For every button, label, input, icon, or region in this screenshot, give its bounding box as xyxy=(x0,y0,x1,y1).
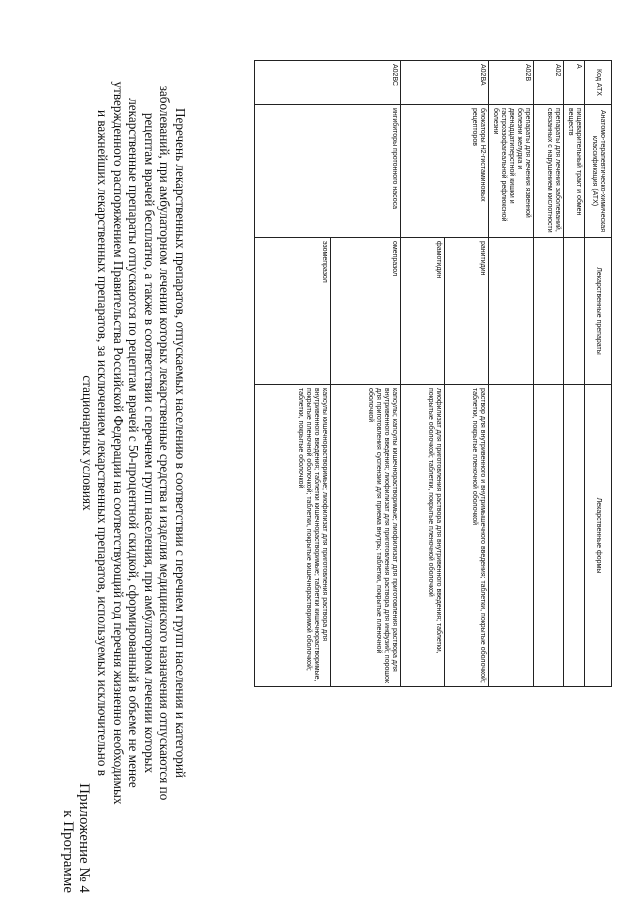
header-form: Лекарственные формы xyxy=(585,385,612,687)
atc-cell: ингибиторы протонного насоса xyxy=(255,105,401,238)
drug-cell xyxy=(534,238,564,385)
document-heading: Перечень лекарственных препаратов, отпускаемых населению в соответствии с перечнем групп населения и категорий заболеваний, при амбулаторном лечении которых лекарственные средства и изделия медицинского назначения отпускаются по рецептам врачей бесплатно, а также в соответствии с перечнем групп населения, при амбулаторном лечении которых лекарственные препараты отпускаются по рецептам врачей с 50-процентной скидкой, сформированный в объеме не менее утвержденного распоряжением Правительства Российской Федерации на соответствующий год перечня жизненно необходимых и важнейших лекарственных препаратов, за исключением лекарственных препаратов, используемых исключительно в стационарных условиях xyxy=(80,81,188,805)
header-code: Код АТХ xyxy=(585,61,612,105)
header-atc: Анатомо-терапевтическо-химическая классификация (АТХ) xyxy=(585,105,612,238)
drug-table xyxy=(254,60,612,687)
code-cell: А02ВС xyxy=(255,61,401,105)
appendix-program: к Программе xyxy=(60,810,76,893)
atc-cell: блокаторы Н2-гистаминовых рецепторов xyxy=(401,105,489,238)
drug-cell: фамотидин xyxy=(401,238,445,385)
form-cell: раствор для внутривенного и внутримышечного введения; таблетки, покрытые оболочкой; таблетки, покрытые пленочной оболочкой xyxy=(445,385,489,687)
code-cell: А02ВА xyxy=(401,61,489,105)
form-cell: лиофилизат для приготовления раствора для внутривенного введения; таблетки, покрытые оболочкой; таблетки, покрытые пленочной оболочкой xyxy=(401,385,445,687)
table-row xyxy=(445,61,489,687)
form-cell xyxy=(489,385,534,687)
atc-cell: препараты для лечения язвенной болезни желудка и двенадцатиперстной кишки и гастроэзофагеальной рефлюксной болезни xyxy=(489,105,534,238)
drug-cell: омепразол xyxy=(331,238,401,385)
form-cell: капсулы; капсулы кишечнорастворимые; лиофилизат для приготовления раствора для внутривенного введения; лиофилизат для приготовления раствора для инфузий; порошок для приготовления суспензии для приема внутрь; таблетки, покрытые пленочной оболочкой xyxy=(331,385,401,687)
form-cell xyxy=(534,385,564,687)
drug-cell xyxy=(489,238,534,385)
table-row xyxy=(534,61,564,687)
table-header-row xyxy=(585,61,612,687)
code-cell: А02В xyxy=(489,61,534,105)
table-row xyxy=(331,61,401,687)
code-cell: А xyxy=(564,61,585,105)
drug-cell xyxy=(564,238,585,385)
form-cell xyxy=(564,385,585,687)
table-row xyxy=(564,61,585,687)
atc-cell: препараты для лечения заболеваний, связанных с нарушением кислотности xyxy=(534,105,564,238)
drug-cell: ранитидин xyxy=(445,238,489,385)
header-drug: Лекарственные препараты xyxy=(585,238,612,385)
code-cell: А02 xyxy=(534,61,564,105)
table-row xyxy=(489,61,534,687)
form-cell: капсулы кишечнорастворимые; лиофилизат для приготовления раствора для внутривенного введения; таблетки кишечнорастворимые; таблетки кишечнорастворимые, покрытые пленочной оболочкой; таблетки, покрытые кишечнорастворимой оболочкой; таблетки, покрытые оболочкой xyxy=(255,385,331,687)
drug-cell: эзомепразол xyxy=(255,238,331,385)
appendix-number: Приложение № 4 xyxy=(76,783,92,893)
atc-cell: пищеварительный тракт и обмен веществ xyxy=(564,105,585,238)
